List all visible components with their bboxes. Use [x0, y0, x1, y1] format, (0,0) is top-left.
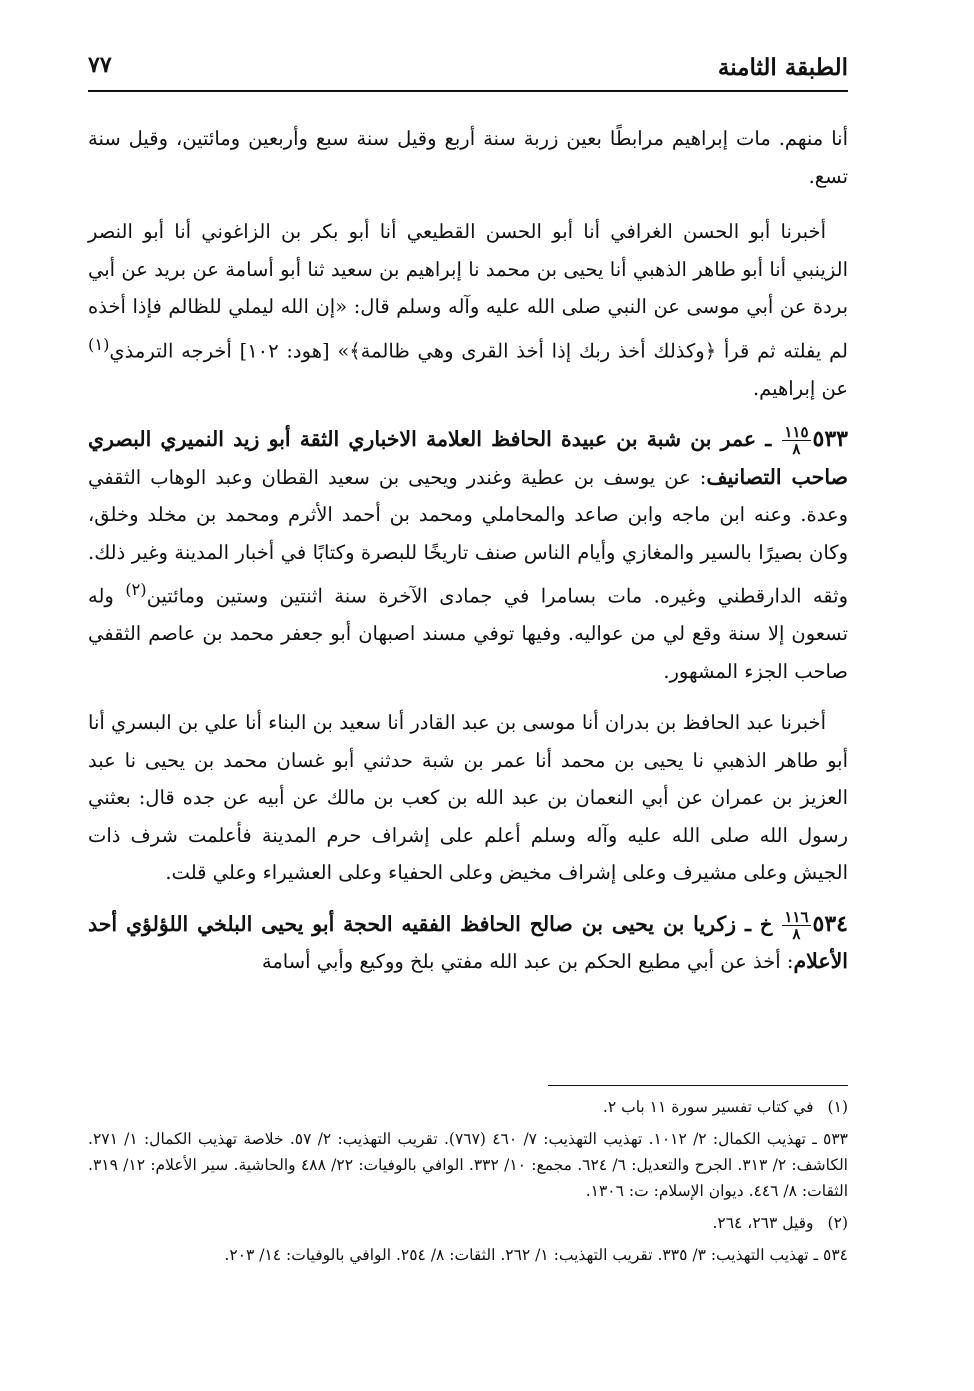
page-header — [88, 48, 848, 92]
running-title: الطبقة الثامنة — [717, 54, 848, 81]
footnote-ref-1: (١) — [88, 334, 110, 354]
entry-text-end: وله تسعون إلا سنة وقع لي من عواليه. وفيها توفي مسند اصبهان أبو جعفر محمد بن عاصم الثقفي صاحب الجزء المشهور. — [88, 584, 848, 683]
footnote-text: وقيل ٢٦٣، ٢٦٤. — [712, 1214, 814, 1232]
footnote-ref-2: (٢) — [125, 580, 147, 599]
entry-fraction — [782, 424, 810, 457]
page-number: ٧٧ — [88, 52, 112, 78]
footnote-1 — [88, 1094, 848, 1120]
entry-533 — [88, 421, 848, 690]
footnote-mark: (٢) — [827, 1214, 848, 1232]
main-text — [88, 120, 848, 995]
hadith-text-end: عن إبراهيم. — [752, 376, 848, 400]
entry-text: : عن يوسف بن عطية وغندر ويحيى بن سعيد القطان وعبد الوهاب الثقفي وعدة. وعنه ابن ماجه وابن صاعد والمحاملي ومحمد بن أحمد الأثرم ومحمد بن مخلد وخلق، وكان بصيرًا بالسير والمغازي وأيام الناس صنف تاريخًا للبصرة وكتابًا في أخبار المدينة وغير ذلك. وثقه الدارقطني وغيره. مات بسامرا في جمادى الآخرة سنة اثنتين وستين ومائتين — [88, 465, 849, 608]
fraction-numerator: ١١٦ — [784, 907, 809, 926]
entry-text: : أخذ عن أبي مطيع الحكم بن عبد الله مفتي بلخ ووكيع وأبي أسامة — [261, 950, 794, 973]
footnotes — [88, 1094, 848, 1274]
entry-number: ٥٣٤ — [812, 910, 848, 937]
entry-number: ٥٣٣ — [812, 426, 848, 452]
paragraph-hadith-isnad-2: أخبرنا عبد الحافظ بن بدران أنا موسى بن عبد القادر أنا سعيد بن البناء أنا علي بن البسري أنا أبو طاهر الذهبي نا يحيى بن محمد أنا عمر بن شبة حدثني أبو غسان محمد بن يحيى نا عبد العزيز بن عمران عن أبي النعمان بن عبد الله بن كعب بن مالك عن أبيه عن جده قال: بعثني رسول الله صلى الله عليه وآله وسلم أعلم على إشراف حرم المدينة فأعلمت شرف ذات الجيش وعلى مشيرف وعلى إشراف مخيض وعلى الحفياء وعلى العشيراء وعلي قلت. — [88, 711, 848, 884]
entry-534 — [88, 906, 848, 981]
fraction-denominator: ٨ — [792, 924, 801, 943]
paragraph-death-note: أنا منهم. مات إبراهيم مرابطًا بعين زربة سنة أربع وقيل سنة سبع وأربعين ومائتين، وقيل سنة تسع. — [88, 127, 848, 188]
footnote-divider — [548, 1085, 848, 1086]
source-note-533: ٥٣٣ ـ تهذيب الكمال: ٢/ ١٠١٢. تهذيب التهذيب: ٧/ ٤٦٠ (٧٦٧). تقريب التهذيب: ٢/ ٥٧. خلاصة تهذيب الكمال: ١/ ٢٧١. الكاشف: ٢/ ٣١٣. الجرح والتعديل: ٦/ ٦٢٤. مجمع: ١٠/ ٣٣٢. الوافي بالوفيات: ٢٢/ ٤٨٨ والحاشية. سير الأعلام: ١٢/ ٣١٩. الثقات: ٨/ ٤٤٦. ديوان الإسلام: ت: ١٣٠٦. — [88, 1130, 848, 1200]
fraction-denominator: ٨ — [792, 440, 801, 458]
footnote-mark: (١) — [827, 1098, 848, 1116]
entry-heading: ـ عمر بن شبة بن عبيدة الحافظ العلامة الاخباري الثقة أبو زيد النميري البصري صاحب التصانيف — [88, 427, 849, 489]
entry-fraction — [782, 909, 810, 942]
hadith-text: أخبرنا أبو الحسن الغرافي أنا أبو الحسن القطيعي أنا أبو بكر بن الزاغوني أنا أبو النصر الزينبي أنا أبو طاهر الذهبي أنا يحيى بن محمد نا إبراهيم بن سعيد ثنا أبو أسامة عن بريد عن أبي بردة عن أبي موسى عن النبي صلى الله عليه وآله وسلم قال: «إن الله ليملي للظالم فإذا أخذه لم يفلته ثم قرأ ﴿وكذلك أخذ ربك إذا أخذ القرى وهي ظالمة﴾» [هود: ١٠٢] أخرجه الترمذي — [88, 220, 848, 362]
entry-sigla: خ — [759, 912, 773, 936]
footnote-2 — [88, 1210, 848, 1236]
footnote-text: في كتاب تفسير سورة ١١ باب ٢. — [602, 1098, 814, 1116]
fraction-numerator: ١١٥ — [784, 423, 809, 441]
paragraph-hadith-isnad-1 — [88, 213, 848, 407]
source-note-534: ٥٣٤ ـ تهذيب التهذيب: ٣/ ٣٣٥. تقريب التهذيب: ١/ ٢٦٢. الثقات: ٨/ ٢٥٤. الوافي بالوفيات: ١٤/ ٢٠٣. — [224, 1246, 848, 1264]
entry-heading: ـ زكريا بن يحيى بن صالح الحافظ الفقيه الحجة أبو يحيى البلخي اللؤلؤي أحد الأعلام — [88, 911, 848, 973]
